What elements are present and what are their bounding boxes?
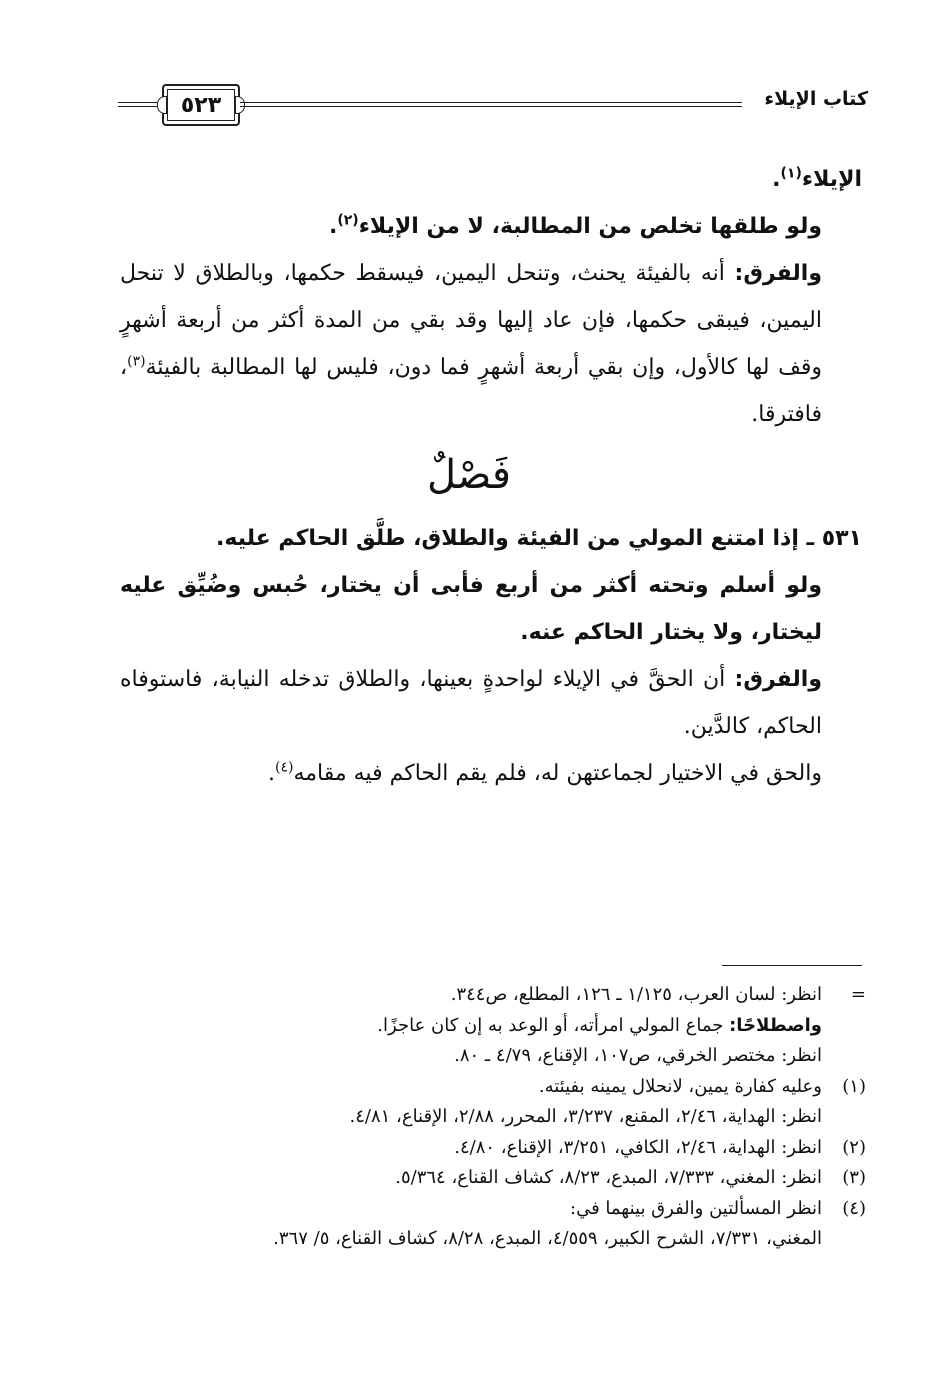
footnote-text: انظر: المغني، ٧/٣٣٣، المبدع، ٨/٢٣، كشاف القناع، ٥/٣٦٤. <box>395 1167 822 1188</box>
footnote-marker: (١) <box>842 1075 866 1097</box>
footnote-marker <box>822 1224 866 1255</box>
header-rule-right <box>240 102 742 107</box>
footnote-marker: (٣) <box>842 1167 866 1188</box>
footnote-ref-4: (٤) <box>274 759 294 776</box>
footnote-ref-3: (٣) <box>127 353 146 370</box>
footnote-line <box>110 1072 866 1103</box>
footnote-text-rest: جماع المولي امرأته، أو الوعد به إن كان عاجزًا. <box>377 1014 730 1036</box>
footnote-marker <box>822 1041 866 1072</box>
body-text-top <box>120 156 862 438</box>
page-number: ٥٢٣ <box>180 92 222 118</box>
header-rule-left <box>118 102 158 107</box>
footnote-text: انظر: مختصر الخرقي، ص١٠٧، الإقناع، ٤/٧٩ ـ ٨٠. <box>454 1045 822 1066</box>
footnote-ref-2: (٢) <box>337 212 359 229</box>
footnote-marker: = <box>850 984 866 1005</box>
footnote-line <box>110 1133 866 1164</box>
footnote-marker <box>822 1011 866 1042</box>
punctuation: . <box>772 167 781 192</box>
difference-label: والفرق: <box>734 261 822 286</box>
footnote-bold-label: واصطلاحًا: <box>729 1014 822 1036</box>
page-number-frame <box>162 84 240 126</box>
continued-text: الإيلاء <box>801 167 862 192</box>
footnote-text <box>110 1011 822 1042</box>
footnotes <box>110 980 866 1255</box>
footnote-text: انظر: الهداية، ٢/٤٦، الكافي، ٣/٢٥١، الإقناع، ٤/٨٠. <box>454 1136 822 1158</box>
footnote-marker <box>822 1102 866 1133</box>
difference-paragraph-1 <box>120 250 862 438</box>
punctuation: . <box>267 761 275 786</box>
difference-paragraph-2 <box>120 656 862 750</box>
difference-text: والحق في الاختيار لجماعتهن له، فلم يقم الحاكم فيه مقامه <box>293 761 822 786</box>
footnote-marker: (٤) <box>842 1197 866 1219</box>
footnote-line <box>110 1102 866 1133</box>
footnote-line <box>110 1194 866 1225</box>
difference-end: ، فافترقا. <box>120 355 822 427</box>
footnote-text: وعليه كفارة يمين، لانحلال يمينه بفيئته. <box>538 1075 822 1097</box>
punctuation: . <box>328 214 338 239</box>
footnote-line <box>110 1041 866 1072</box>
footnote-line <box>110 980 866 1011</box>
footnote-ref-1: (١) <box>780 165 802 182</box>
footnote-separator <box>722 965 862 966</box>
footnote-text: انظر: لسان العرب، ١/١٢٥ ـ ١٢٦، المطلع، ص٣٤٤. <box>450 984 822 1005</box>
difference-text: أنه بالفيئة يحنث، وتنحل اليمين، فيسقط حكمها، وبالطلاق لا تنحل اليمين، فيبقى حكمها، فإن عاد إليها وقد بقي من المدة أكثر من أربعة أشهرٍ وقف لها كالأول، وإن بقي أربعة أشهرٍ فما دون، فليس لها المطالبة بالفيئة <box>120 261 822 380</box>
difference-label: والفرق: <box>734 667 822 692</box>
footnote-line <box>110 1011 866 1042</box>
statement-text: ولو طلقها تخلص من المطالبة، لا من الإيلاء <box>358 214 822 239</box>
footnote-marker: (٢) <box>842 1136 866 1158</box>
issue-531-counterpart: ولو أسلم وتحته أكثر من أربع فأبى أن يختار، حُبس وضُيِّق عليه ليختار، ولا يختار الحاكم عنه. <box>120 573 822 645</box>
footnote-text: المغني، ٧/٣٣١، الشرح الكبير، ٤/٥٥٩، المبدع، ٨/٢٨، كشاف القناع، ٥/ ٣٦٧. <box>273 1228 822 1249</box>
issue-531: ٥٣١ ـ إذا امتنع المولي من الفيئة والطلاق، طلَّق الحاكم عليه. <box>216 526 862 551</box>
footnote-text: انظر: الهداية، ٢/٤٦، المقنع، ٣/٢٣٧، المحرر، ٢/٨٨، الإقناع، ٤/٨١. <box>349 1106 822 1127</box>
difference-text: أن الحقَّ في الإيلاء لواحدةٍ بعينها، والطلاق تدخله النيابة، فاستوفاه الحاكم، كالدَّين. <box>120 667 822 739</box>
running-title: كتاب الإيلاء <box>764 88 868 110</box>
continued-line <box>120 156 862 203</box>
body-text-bottom <box>120 515 862 797</box>
footnote-line <box>110 1224 866 1255</box>
difference-paragraph-3 <box>120 750 862 797</box>
section-heading: فَصْلٌ <box>426 452 512 498</box>
footnote-line <box>110 1163 866 1194</box>
statement-line <box>120 203 862 250</box>
footnote-text: انظر المسألتين والفرق بينهما في: <box>570 1197 822 1219</box>
page-header <box>118 82 868 126</box>
